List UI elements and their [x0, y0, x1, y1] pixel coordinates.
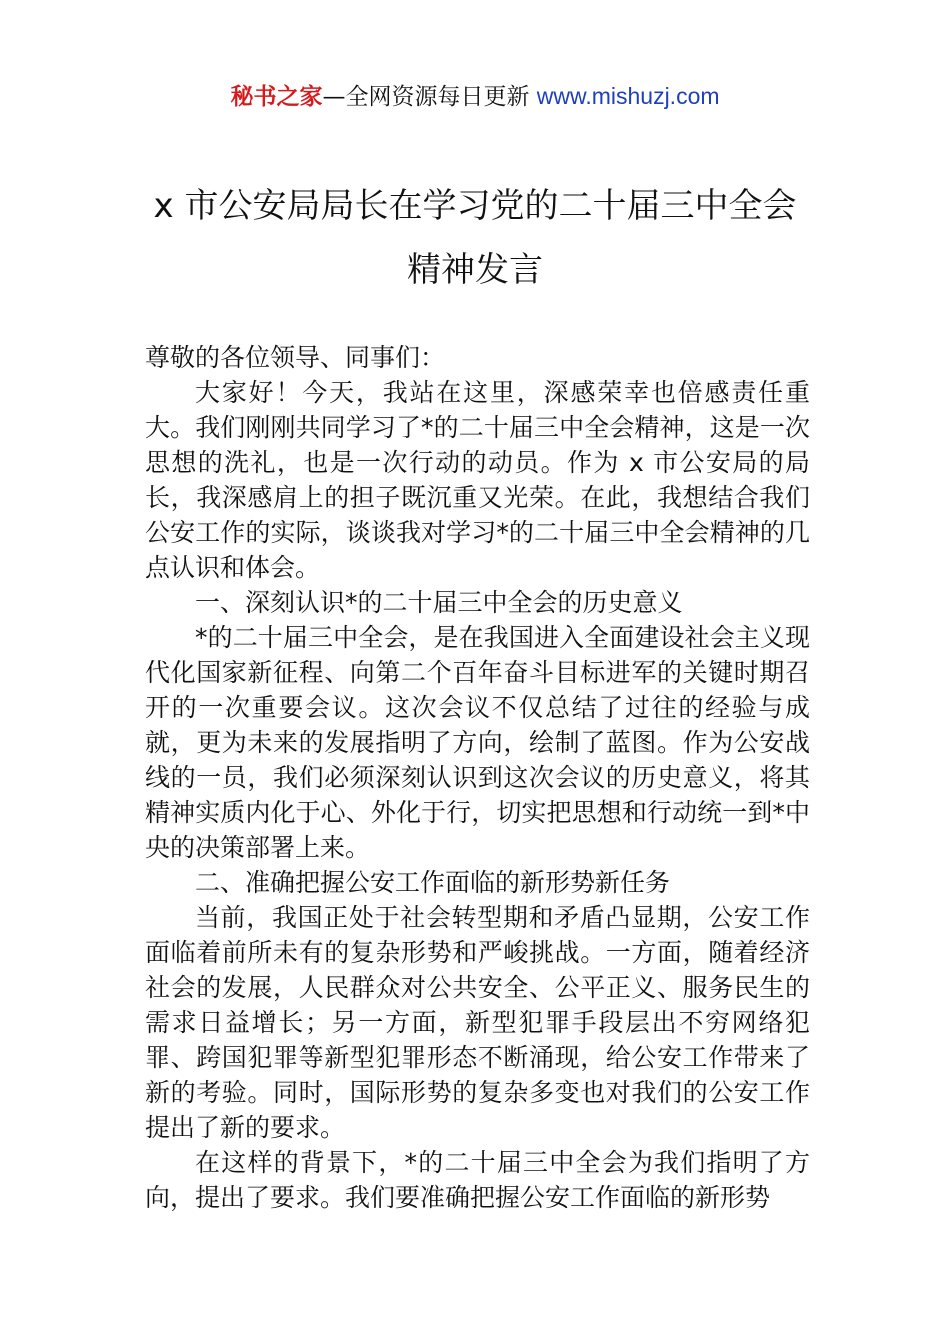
site-url-link[interactable]: www.mishuzj.com [536, 83, 720, 109]
site-header [0, 80, 950, 113]
document-body [145, 340, 810, 1215]
paragraph-intro: 大家好！今天，我站在这里，深感荣幸也倍感责任重大。我们刚刚共同学习了*的二十届三中全会精神，这是一次思想的洗礼，也是一次行动的动员。作为 x 市公安局的局长，我深感肩上的担子既沉重又光荣。在此，我想结合我们公安工作的实际，谈谈我对学习*的二十届三中全会精神的几点认识和体会。 [145, 378, 810, 582]
paragraph-section-1: *的二十届三中全会，是在我国进入全面建设社会主义现代化国家新征程、向第二个百年奋斗目标进军的关键时期召开的一次重要会议。这次会议不仅总结了过往的经验与成就，更为未来的发展指明了方向，绘制了蓝图。作为公安战线的一员，我们必须深刻认识到这次会议的历史意义，将其精神实质内化于心、外化于行，切实把思想和行动统一到*中央的决策部署上来。 [145, 623, 810, 862]
brand-name: 秘书之家 [230, 84, 323, 110]
header-tagline: —全网资源每日更新 [322, 84, 530, 110]
section-heading-1: 一、深刻认识*的二十届三中全会的历史意义 [195, 588, 683, 617]
title-line-2: 精神发言 [407, 250, 543, 290]
title-line-1: x 市公安局局长在学习党的二十届三中全会 [153, 186, 797, 226]
salutation: 尊敬的各位领导、同事们： [145, 343, 446, 372]
paragraph-section-2: 当前，我国正处于社会转型期和矛盾凸显期，公安工作面临着前所未有的复杂形势和严峻挑战。一方面，随着经济社会的发展，人民群众对公共安全、公平正义、服务民生的需求日益增长；另一方面，新型犯罪手段层出不穷网络犯罪、跨国犯罪等新型犯罪形态不断涌现，给公安工作带来了新的考验。同时，国际形势的复杂多变也对我们的公安工作提出了新的要求。 [145, 903, 810, 1142]
paragraph-background: 在这样的背景下，*的二十届三中全会为我们指明了方向，提出了要求。我们要准确把握公安工作面临的新形势 [145, 1148, 810, 1212]
section-heading-2: 二、准确把握公安工作面临的新形势新任务 [195, 868, 671, 897]
document-title [0, 174, 950, 302]
